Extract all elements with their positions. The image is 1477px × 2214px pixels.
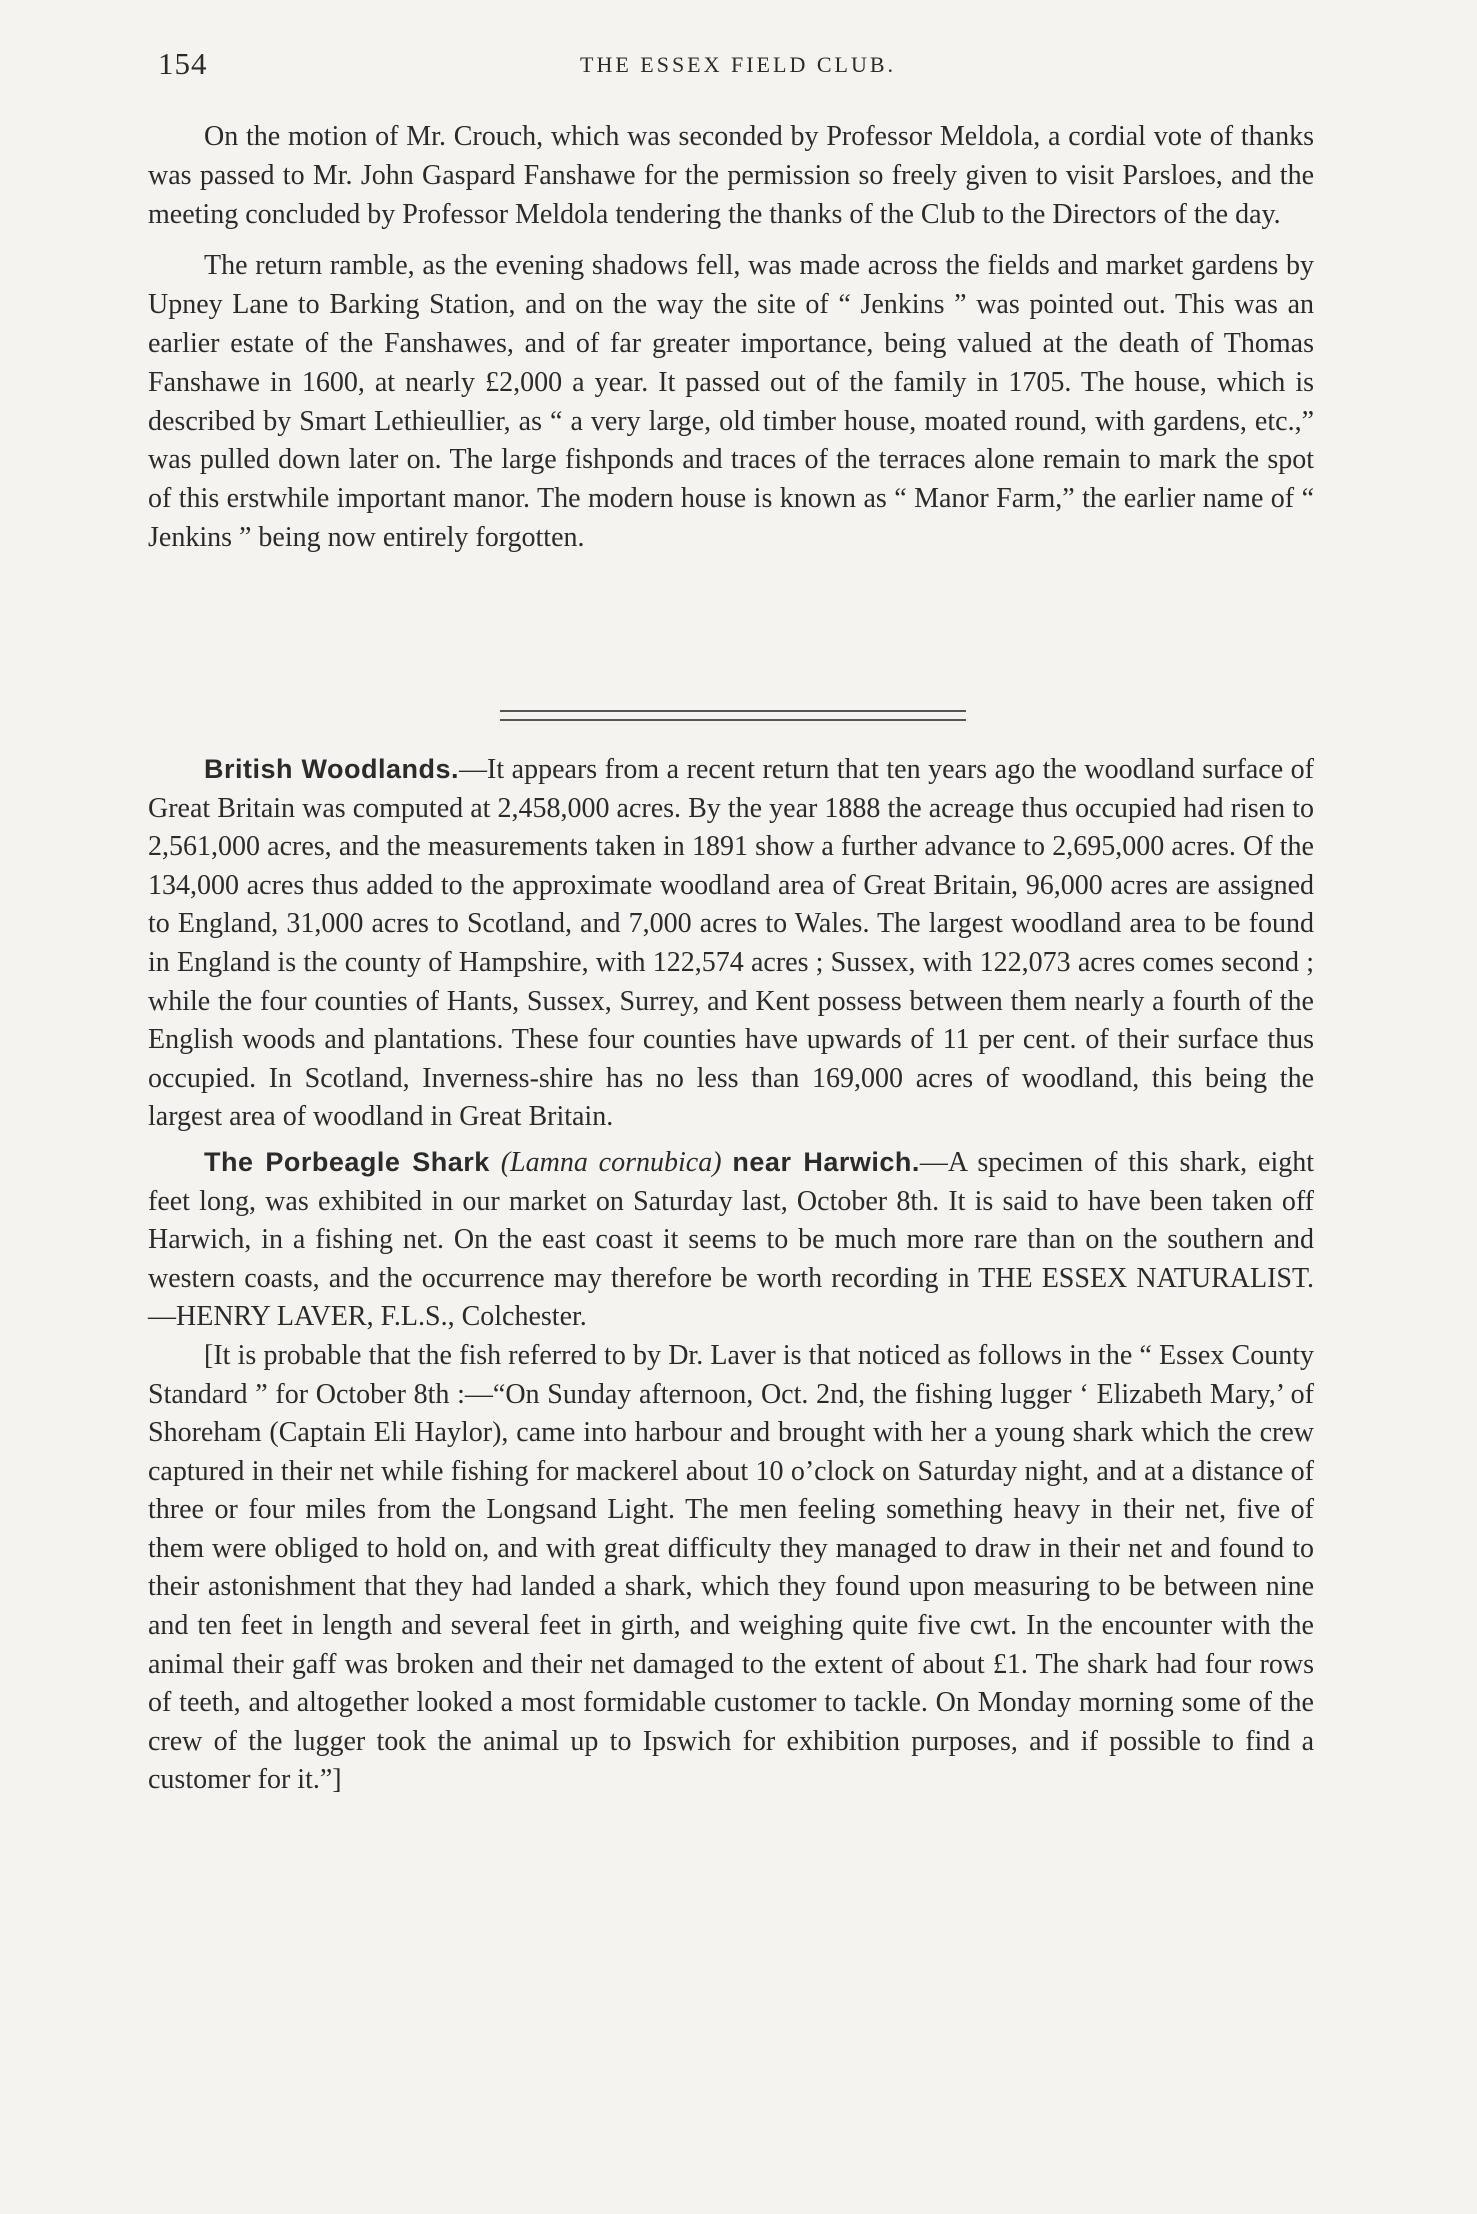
page-header <box>158 46 1318 86</box>
paragraph-return-ramble: The return ramble, as the evening shadows fell, was made across the fields and market gardens by Upney Lane to Barking Station, and on the way the site of “ Jenkins ” was pointed out. This was an earlier estate of the Fanshawes, and of far greater importance, being valued at the death of Thomas Fanshawe in 1600, at nearly £2,000 a year. It passed out of the family in 1705. The house, which is described by Smart Lethieullier, as “ a very large, old timber house, moated round, with gardens, etc.,” was pulled down later on. The large fishponds and traces of the terraces alone remain to mark the spot of this erstwhile important manor. The modern house is known as “ Manor Farm,” the earlier name of “ Jenkins ” being now entirely forgotten. <box>148 250 1314 553</box>
running-title: THE ESSEX FIELD CLUB. <box>580 52 896 77</box>
woodlands-text: —It appears from a recent return that ten years ago the woodland surface of Great Britain was computed at 2,458,000 acres. By the year 1888 the acreage thus occupied had risen to 2,561,000 acres, and the measurements taken in 1891 show a further advance to 2,695,000 acres. Of the 134,000 acres thus added to the approximate woodland area of Great Britain, 96,000 acres are assigned to England, 31,000 acres to Scotland, and 7,000 acres to Wales. The largest woodland area to be found in England is the county of Hampshire, with 122,574 acres ; Sussex, with 122,073 acres comes second ; while the four counties of Hants, Sussex, Surrey, and Kent possess between them nearly a fourth of the English woods and plantations. These four counties have upwards of 11 per cent. of their surface thus occupied. In Scotland, Inverness-shire has no less than 169,000 acres of woodland, this being the largest area of woodland in Great Britain. <box>148 754 1314 1133</box>
shark-text: —A specimen of this shark, eight feet long, was exhibited in our market on Saturday last, October 8th. It is said to have been taken off Harwich, in a fishing net. On the east coast it seems to be much more rare than on the southern and western coasts, and the occurrence may therefore be worth recording in THE ESSEX NATURALIST. —HENRY LAVER, F.L.S., Colchester. <box>148 1146 1315 1333</box>
notes-section <box>148 750 1314 1800</box>
section-parsloes-meeting <box>148 118 1314 558</box>
section-divider <box>500 710 966 721</box>
article-british-woodlands <box>148 750 1314 1137</box>
editorial-note: [It is probable that the fish referred to by Dr. Laver is that noticed as follows in the “ Essex County Standard ” for October 8th :—“On Sunday afternoon, Oct. 2nd, the fishing lugger ‘ Elizabeth Mary,’ of Shoreham (Captain Eli Haylor), came into harbour and brought with her a young shark which the crew captured in their net while fishing for mackerel about 10 o’clock on Saturday night, and at a distance of three or four miles from the Longsand Light. The men feeling something heavy in their net, five of them were obliged to hold on, and with great difficulty they managed to draw in their net and found to their astonishment that they had landed a shark, which they found upon measuring to be between nine and ten feet in length and several feet in girth, and weighing quite five cwt. In the encounter with the animal their gaff was broken and their net damaged to the extent of about £1. The shark had four rows of teeth, and altogether looked a most formidable customer to tackle. On Monday morning some of the crew of the lugger took the animal up to Ipswich for exhibition purposes, and if possible to find a customer for it.”] <box>148 1339 1314 1796</box>
heading-near-harwich: near Harwich. <box>732 1146 920 1177</box>
heading-porbeagle-shark: The Porbeagle Shark <box>204 1146 490 1177</box>
article-porbeagle-shark <box>148 1143 1314 1337</box>
heading-british-woodlands: British Woodlands. <box>204 754 460 784</box>
paragraph-vote-of-thanks: On the motion of Mr. Crouch, which was seconded by Professor Meldola, a cordial vote of thanks was passed to Mr. John Gaspard Fanshawe for the permission so freely given to visit Parsloes, and the meeting concluded by Professor Meldola tendering the thanks of the Club to the Directors of the day. <box>148 121 1314 230</box>
heading-species-name: (Lamna cornubica) <box>500 1146 722 1178</box>
page-number: 154 <box>158 46 208 81</box>
